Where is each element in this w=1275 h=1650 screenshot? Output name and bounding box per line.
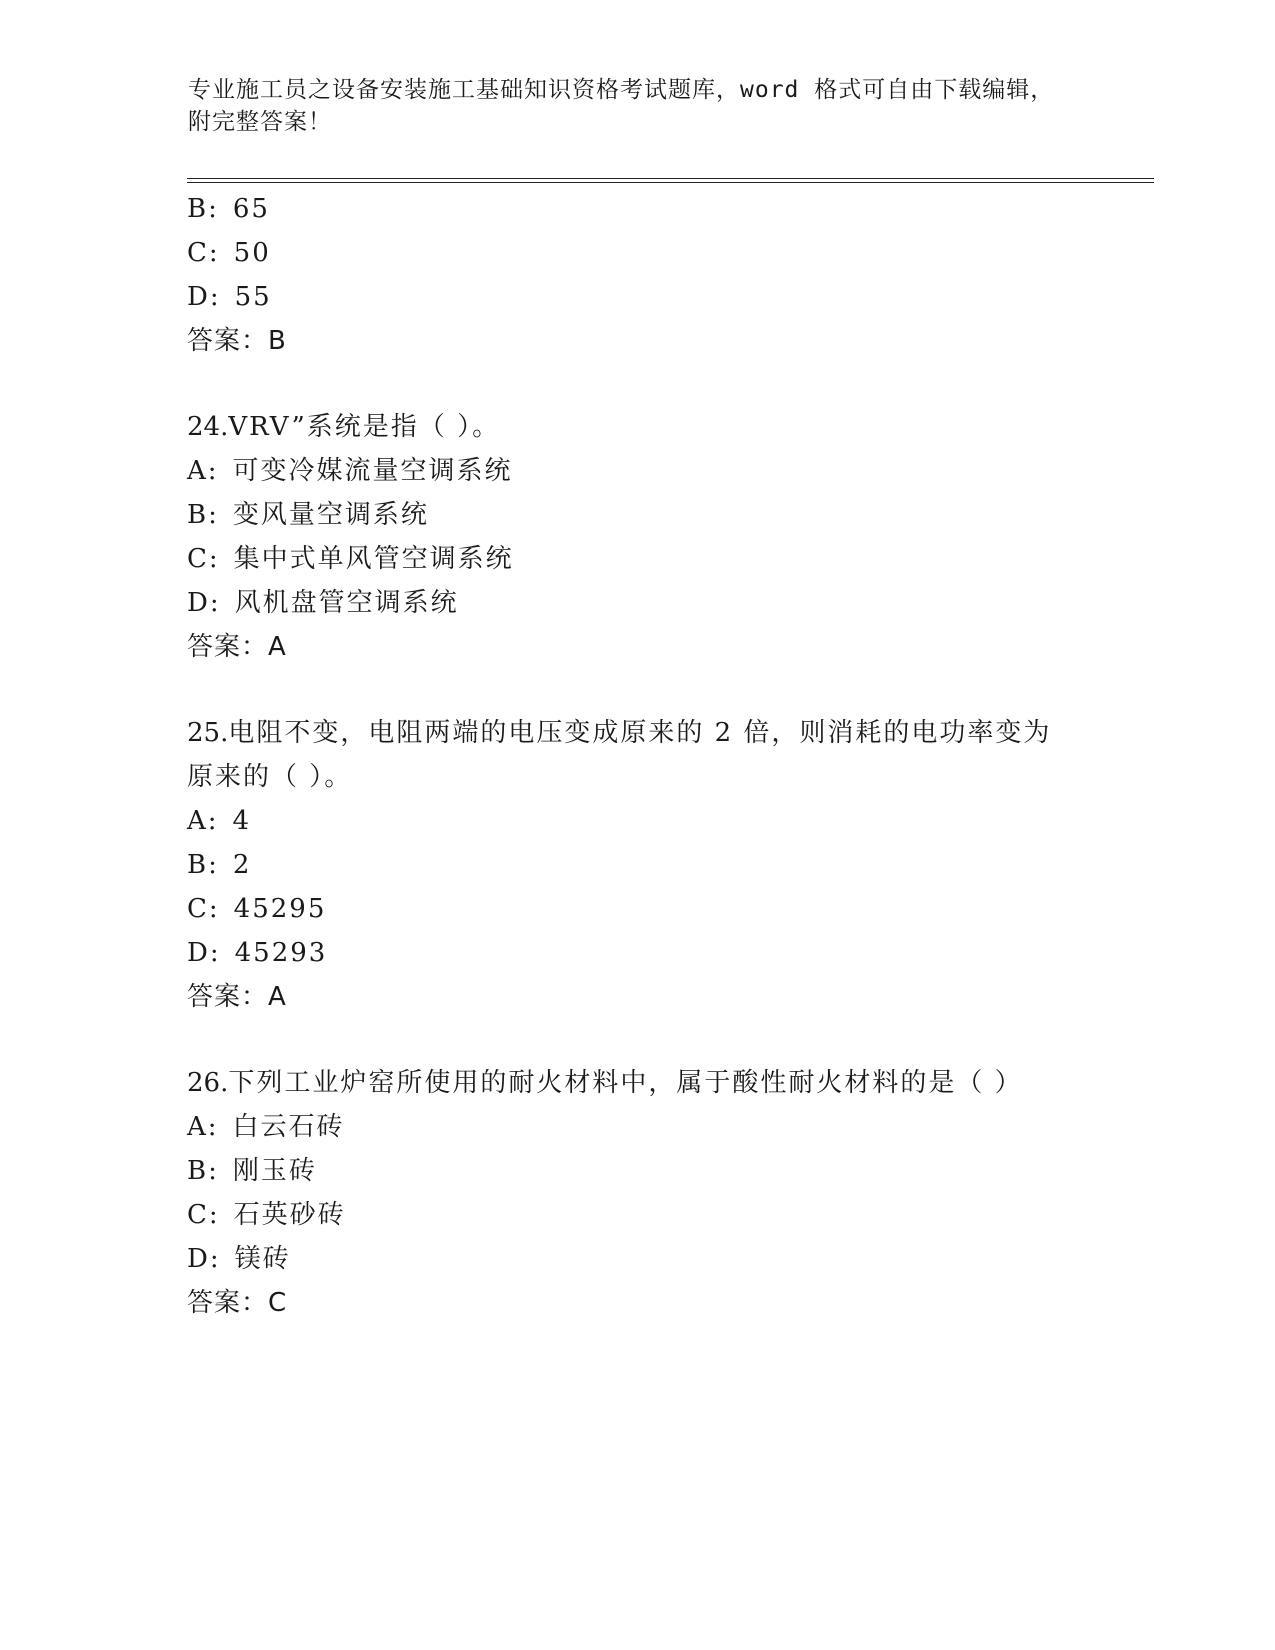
option-label: C:: [187, 1200, 220, 1230]
question-24-stem: [187, 410, 500, 444]
option-text: 风机盘管空调系统: [234, 588, 459, 618]
option-label: D:: [187, 588, 221, 618]
q26-option-d: [187, 1242, 291, 1276]
q24-option-c: [187, 542, 514, 576]
option-text: 集中式单风管空调系统: [233, 544, 514, 574]
header-line-2: 附完整答案！: [188, 109, 332, 135]
q24-option-a: [187, 454, 513, 488]
question-number: 26.: [187, 1068, 229, 1098]
prev-option-d: [187, 280, 272, 314]
option-text: 白云石砖: [232, 1112, 345, 1142]
q26-option-c: [187, 1198, 346, 1232]
option-label: D:: [187, 1244, 221, 1274]
question-stem-line: 下列工业炉窑所使用的耐火材料中，属于酸性耐火材料的是（ ）: [228, 1068, 1023, 1098]
option-label: B:: [187, 500, 219, 530]
question-stem-line: 电阻不变，电阻两端的电压变成原来的 2 倍，则消耗的电功率变为: [228, 718, 1052, 748]
q25-option-d: [187, 936, 327, 970]
q25-option-a: [187, 804, 251, 838]
option-label: A:: [187, 1112, 219, 1142]
option-text: 55: [234, 282, 272, 312]
option-text: 50: [233, 238, 271, 268]
option-label: B:: [187, 194, 219, 224]
q24-option-b: [187, 498, 429, 532]
header-line-1: 专业施工员之设备安装施工基础知识资格考试题库，word 格式可自由下载编辑，: [188, 77, 1055, 103]
q25-option-c: [187, 892, 326, 926]
option-text: 45295: [233, 894, 327, 924]
option-label: C:: [187, 544, 220, 574]
option-text: 刚玉砖: [232, 1156, 317, 1186]
prev-option-c: [187, 236, 271, 270]
document-header: [188, 74, 1068, 138]
option-label: A:: [187, 456, 219, 486]
option-text: 2: [232, 850, 252, 880]
option-text: 可变冷媒流量空调系统: [232, 456, 513, 486]
option-text: 镁砖: [234, 1244, 291, 1274]
option-text: 石英砂砖: [233, 1200, 346, 1230]
q24-option-d: [187, 586, 459, 620]
question-25-stem-cont: 原来的（ ）。: [187, 762, 353, 792]
question-26-stem: [187, 1066, 1023, 1100]
q26-option-b: [187, 1154, 317, 1188]
question-25-stem: [187, 716, 1051, 750]
option-text: 4: [232, 806, 252, 836]
q26-answer: 答案：C: [187, 1288, 288, 1318]
option-text: 65: [232, 194, 270, 224]
option-label: D:: [187, 938, 221, 968]
option-text: 变风量空调系统: [232, 500, 429, 530]
q24-answer: 答案：A: [187, 632, 287, 662]
option-label: A:: [187, 806, 219, 836]
header-double-rule: [187, 178, 1154, 183]
question-number: 25.: [187, 718, 229, 748]
option-label: B:: [187, 850, 219, 880]
question-number: 24.: [187, 412, 229, 442]
q25-answer: 答案：A: [187, 982, 287, 1012]
q25-option-b: [187, 848, 251, 882]
option-text: 45293: [234, 938, 328, 968]
q26-option-a: [187, 1110, 345, 1144]
question-stem-line: VRV”系统是指（ ）。: [228, 412, 501, 442]
prev-answer: 答案：B: [187, 326, 287, 356]
option-label: C:: [187, 894, 220, 924]
option-label: B:: [187, 1156, 219, 1186]
option-label: C:: [187, 238, 220, 268]
prev-option-b: [187, 192, 270, 226]
option-label: D:: [187, 282, 221, 312]
